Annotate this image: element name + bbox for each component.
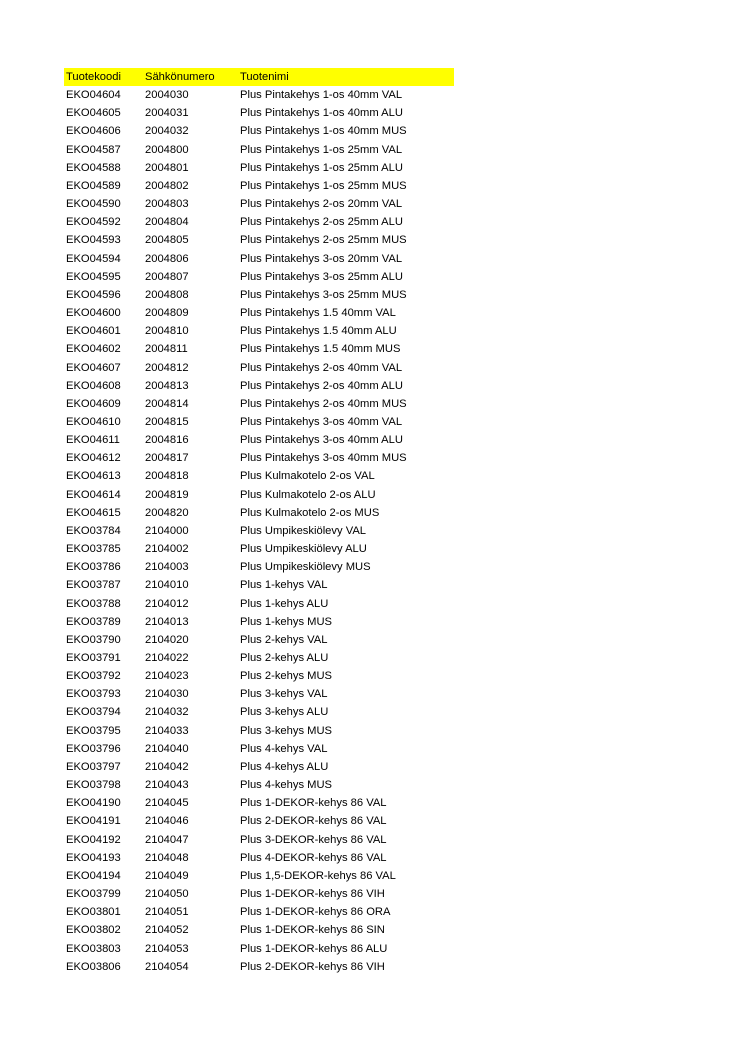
product-code-cell: EKO04596 — [66, 288, 121, 301]
table-row — [64, 613, 454, 631]
product-name-cell: Plus 3-kehys ALU — [240, 706, 329, 719]
product-code-cell: EKO03795 — [66, 724, 121, 737]
electrical-number-cell: 2104020 — [145, 633, 189, 646]
table-row — [64, 903, 454, 921]
product-name-cell: Plus Pintakehys 1-os 40mm MUS — [240, 125, 407, 138]
electrical-number-cell: 2004819 — [145, 488, 189, 501]
table-row — [64, 213, 454, 231]
electrical-number-cell: 2004808 — [145, 288, 189, 301]
product-code-cell: EKO04608 — [66, 379, 121, 392]
product-code-cell: EKO04607 — [66, 361, 121, 374]
product-name-cell: Plus 4-kehys VAL — [240, 742, 328, 755]
product-code-cell: EKO03793 — [66, 688, 121, 701]
product-name-cell: Plus 1-DEKOR-kehys 86 SIN — [240, 924, 385, 937]
table-row — [64, 722, 454, 740]
product-code-cell: EKO03790 — [66, 633, 121, 646]
electrical-number-cell: 2104053 — [145, 942, 189, 955]
product-code-cell: EKO04590 — [66, 198, 121, 211]
product-code-cell: EKO03799 — [66, 888, 121, 901]
product-name-cell: Plus Pintakehys 2-os 40mm VAL — [240, 361, 403, 374]
product-name-cell: Plus 1-DEKOR-kehys 86 VIH — [240, 888, 385, 901]
product-name-cell: Plus 3-kehys MUS — [240, 724, 333, 737]
product-name-cell: Plus Kulmakotelo 2-os VAL — [240, 470, 375, 483]
product-code-cell: EKO04600 — [66, 307, 121, 320]
table-row — [64, 467, 454, 485]
electrical-number-cell: 2004807 — [145, 270, 189, 283]
electrical-number-cell: 2004803 — [145, 198, 189, 211]
electrical-number-cell: 2104010 — [145, 579, 189, 592]
product-code-cell: EKO03806 — [66, 960, 121, 973]
product-code-cell: EKO04615 — [66, 506, 121, 519]
electrical-number-cell: 2104048 — [145, 851, 189, 864]
electrical-number-cell: 2004801 — [145, 161, 189, 174]
table-row — [64, 340, 454, 358]
product-code-cell: EKO03786 — [66, 561, 121, 574]
table-row — [64, 413, 454, 431]
product-code-cell: EKO04592 — [66, 216, 121, 229]
header-row — [64, 68, 454, 86]
product-code-cell: EKO03797 — [66, 760, 121, 773]
product-name-cell: Plus Pintakehys 2-os 25mm ALU — [240, 216, 403, 229]
table-row — [64, 177, 454, 195]
product-code-cell: EKO04614 — [66, 488, 121, 501]
table-row — [64, 141, 454, 159]
product-code-cell: EKO03789 — [66, 615, 121, 628]
product-name-cell: Plus 1-kehys ALU — [240, 597, 329, 610]
electrical-number-cell: 2104043 — [145, 779, 189, 792]
product-code-cell: EKO03794 — [66, 706, 121, 719]
product-code-cell: EKO04612 — [66, 452, 121, 465]
electrical-number-cell: 2104052 — [145, 924, 189, 937]
product-code-cell: EKO04587 — [66, 143, 121, 156]
product-name-cell: Plus 4-DEKOR-kehys 86 VAL — [240, 851, 387, 864]
product-name-cell: Plus Pintakehys 1-os 25mm MUS — [240, 179, 407, 192]
table-row — [64, 195, 454, 213]
product-name-cell: Plus Pintakehys 1-os 25mm VAL — [240, 143, 403, 156]
product-code-cell: EKO04609 — [66, 397, 121, 410]
electrical-number-cell: 2004816 — [145, 434, 189, 447]
product-code-cell: EKO04611 — [66, 434, 120, 447]
table-row — [64, 631, 454, 649]
product-name-cell: Plus Pintakehys 3-os 25mm MUS — [240, 288, 407, 301]
electrical-number-cell: 2104042 — [145, 760, 189, 773]
electrical-number-cell: 2004810 — [145, 325, 189, 338]
product-code-cell: EKO04602 — [66, 343, 121, 356]
electrical-number-cell: 2104002 — [145, 543, 189, 556]
product-code-cell: EKO03796 — [66, 742, 121, 755]
product-name-cell: Plus Pintakehys 2-os 25mm MUS — [240, 234, 407, 247]
product-name-cell: Plus Pintakehys 1-os 40mm ALU — [240, 107, 403, 120]
product-name-cell: Plus Pintakehys 1.5 40mm ALU — [240, 325, 397, 338]
table-row — [64, 250, 454, 268]
product-code-cell: EKO03801 — [66, 906, 121, 919]
table-row — [64, 558, 454, 576]
product-code-cell: EKO04594 — [66, 252, 121, 265]
product-code-cell: EKO04191 — [66, 815, 121, 828]
table-row — [64, 576, 454, 594]
electrical-number-cell: 2104045 — [145, 797, 189, 810]
product-code-cell: EKO04593 — [66, 234, 121, 247]
electrical-number-cell: 2104032 — [145, 706, 189, 719]
electrical-number-cell: 2104013 — [145, 615, 189, 628]
product-name-cell: Plus Pintakehys 3-os 40mm VAL — [240, 415, 403, 428]
table-row — [64, 322, 454, 340]
table-row — [64, 867, 454, 885]
product-name-cell: Plus 2-kehys MUS — [240, 670, 333, 683]
product-name-cell: Plus 1-kehys MUS — [240, 615, 333, 628]
product-code-cell: EKO03788 — [66, 597, 121, 610]
electrical-number-cell: 2004800 — [145, 143, 189, 156]
product-code-cell: EKO03785 — [66, 543, 121, 556]
product-name-cell: Plus Kulmakotelo 2-os MUS — [240, 506, 380, 519]
electrical-number-cell: 2104051 — [145, 906, 189, 919]
product-code-cell: EKO04610 — [66, 415, 121, 428]
product-name-cell: Plus 3-DEKOR-kehys 86 VAL — [240, 833, 387, 846]
product-name-cell: Plus Umpikeskiölevy MUS — [240, 561, 371, 574]
product-code-cell: EKO03803 — [66, 942, 121, 955]
column-header-product-name: Tuotenimi — [240, 71, 289, 83]
product-name-cell: Plus Umpikeskiölevy ALU — [240, 543, 367, 556]
product-name-cell: Plus Pintakehys 3-os 40mm ALU — [240, 434, 403, 447]
product-code-cell: EKO04613 — [66, 470, 121, 483]
electrical-number-cell: 2104000 — [145, 524, 189, 537]
electrical-number-cell: 2004813 — [145, 379, 189, 392]
product-code-cell: EKO03802 — [66, 924, 121, 937]
electrical-number-cell: 2004032 — [145, 125, 189, 138]
product-name-cell: Plus Umpikeskiölevy VAL — [240, 524, 367, 537]
product-code-cell: EKO03792 — [66, 670, 121, 683]
table-row — [64, 159, 454, 177]
product-name-cell: Plus Pintakehys 3-os 40mm MUS — [240, 452, 407, 465]
table-row — [64, 522, 454, 540]
electrical-number-cell: 2004812 — [145, 361, 189, 374]
electrical-number-cell: 2004030 — [145, 89, 189, 102]
product-code-cell: EKO04601 — [66, 325, 121, 338]
electrical-number-cell: 2104033 — [145, 724, 189, 737]
column-header-product-code: Tuotekoodi — [66, 71, 121, 83]
product-name-cell: Plus 1-DEKOR-kehys 86 ALU — [240, 942, 388, 955]
product-name-cell: Plus Pintakehys 2-os 40mm MUS — [240, 397, 407, 410]
table-row — [64, 958, 454, 976]
product-code-cell: EKO04190 — [66, 797, 121, 810]
table-row — [64, 286, 454, 304]
electrical-number-cell: 2104023 — [145, 670, 189, 683]
table-row — [64, 940, 454, 958]
product-name-cell: Plus 4-kehys ALU — [240, 760, 329, 773]
electrical-number-cell: 2004818 — [145, 470, 189, 483]
product-name-cell: Plus 4-kehys MUS — [240, 779, 333, 792]
table-row — [64, 831, 454, 849]
electrical-number-cell: 2004820 — [145, 506, 189, 519]
product-name-cell: Plus 3-kehys VAL — [240, 688, 328, 701]
table-row — [64, 268, 454, 286]
product-name-cell: Plus Pintakehys 2-os 20mm VAL — [240, 198, 403, 211]
table-row — [64, 104, 454, 122]
product-code-cell: EKO04606 — [66, 125, 121, 138]
product-code-cell: EKO04595 — [66, 270, 121, 283]
table-body — [64, 86, 454, 976]
electrical-number-cell: 2004806 — [145, 252, 189, 265]
electrical-number-cell: 2104022 — [145, 652, 189, 664]
product-name-cell: Plus Pintakehys 3-os 25mm ALU — [240, 270, 403, 283]
product-code-cell: EKO04588 — [66, 161, 121, 174]
table-row — [64, 431, 454, 449]
product-code-cell: EKO03791 — [66, 652, 121, 664]
electrical-number-cell: 2004802 — [145, 179, 189, 192]
product-name-cell: Plus Pintakehys 1-os 40mm VAL — [240, 89, 403, 102]
electrical-number-cell: 2004815 — [145, 415, 189, 428]
product-name-cell: Plus 2-kehys VAL — [240, 633, 328, 646]
table-row — [64, 449, 454, 467]
product-name-cell: Plus Pintakehys 1.5 40mm VAL — [240, 307, 396, 320]
table-row — [64, 794, 454, 812]
electrical-number-cell: 2004031 — [145, 107, 189, 120]
table-row — [64, 703, 454, 721]
product-name-cell: Plus 1-DEKOR-kehys 86 VAL — [240, 797, 387, 810]
table-row — [64, 395, 454, 413]
electrical-number-cell: 2004814 — [145, 397, 189, 410]
table-row — [64, 359, 454, 377]
table-row — [64, 685, 454, 703]
table-row — [64, 377, 454, 395]
table-row — [64, 885, 454, 903]
product-name-cell: Plus 1-kehys VAL — [240, 579, 328, 592]
product-name-cell: Plus 1-DEKOR-kehys 86 ORA — [240, 906, 391, 919]
product-code-cell: EKO04605 — [66, 107, 121, 120]
column-header-electrical-number: Sähkönumero — [145, 71, 215, 83]
electrical-number-cell: 2104049 — [145, 869, 189, 882]
product-name-cell: Plus 1,5-DEKOR-kehys 86 VAL — [240, 869, 396, 882]
electrical-number-cell: 2004804 — [145, 216, 189, 229]
table-row — [64, 504, 454, 522]
product-code-cell: EKO04604 — [66, 89, 121, 102]
electrical-number-cell: 2104047 — [145, 833, 189, 846]
product-name-cell: Plus 2-kehys ALU — [240, 652, 329, 664]
product-name-cell: Plus Kulmakotelo 2-os ALU — [240, 488, 376, 501]
product-code-cell: EKO03798 — [66, 779, 121, 792]
electrical-number-cell: 2104054 — [145, 960, 189, 973]
product-code-cell: EKO03784 — [66, 524, 121, 537]
product-name-cell: Plus Pintakehys 2-os 40mm ALU — [240, 379, 403, 392]
table-row — [64, 304, 454, 322]
electrical-number-cell: 2104012 — [145, 597, 189, 610]
electrical-number-cell: 2004805 — [145, 234, 189, 247]
table-row — [64, 540, 454, 558]
electrical-number-cell: 2004809 — [145, 307, 189, 320]
product-name-cell: Plus Pintakehys 1.5 40mm MUS — [240, 343, 401, 356]
product-code-cell: EKO03787 — [66, 579, 121, 592]
product-name-cell: Plus 2-DEKOR-kehys 86 VIH — [240, 960, 385, 973]
table-row — [64, 921, 454, 939]
table-row — [64, 740, 454, 758]
table-row — [64, 595, 454, 613]
electrical-number-cell: 2104046 — [145, 815, 189, 828]
product-name-cell: Plus Pintakehys 3-os 20mm VAL — [240, 252, 403, 265]
electrical-number-cell: 2104030 — [145, 688, 189, 701]
product-code-cell: EKO04194 — [66, 869, 121, 882]
table-row — [64, 649, 454, 667]
electrical-number-cell: 2104003 — [145, 561, 189, 574]
table-row — [64, 812, 454, 830]
electrical-number-cell: 2004811 — [145, 343, 188, 356]
table-row — [64, 86, 454, 104]
table-row — [64, 231, 454, 249]
table-row — [64, 758, 454, 776]
product-table — [64, 68, 454, 976]
table-row — [64, 849, 454, 867]
product-sheet — [64, 68, 454, 976]
product-code-cell: EKO04193 — [66, 851, 121, 864]
product-code-cell: EKO04589 — [66, 179, 121, 192]
electrical-number-cell: 2104050 — [145, 888, 189, 901]
table-row — [64, 122, 454, 140]
product-code-cell: EKO04192 — [66, 833, 121, 846]
table-row — [64, 486, 454, 504]
product-name-cell: Plus Pintakehys 1-os 25mm ALU — [240, 161, 403, 174]
electrical-number-cell: 2004817 — [145, 452, 189, 465]
table-row — [64, 667, 454, 685]
table-row — [64, 776, 454, 794]
product-name-cell: Plus 2-DEKOR-kehys 86 VAL — [240, 815, 387, 828]
electrical-number-cell: 2104040 — [145, 742, 189, 755]
